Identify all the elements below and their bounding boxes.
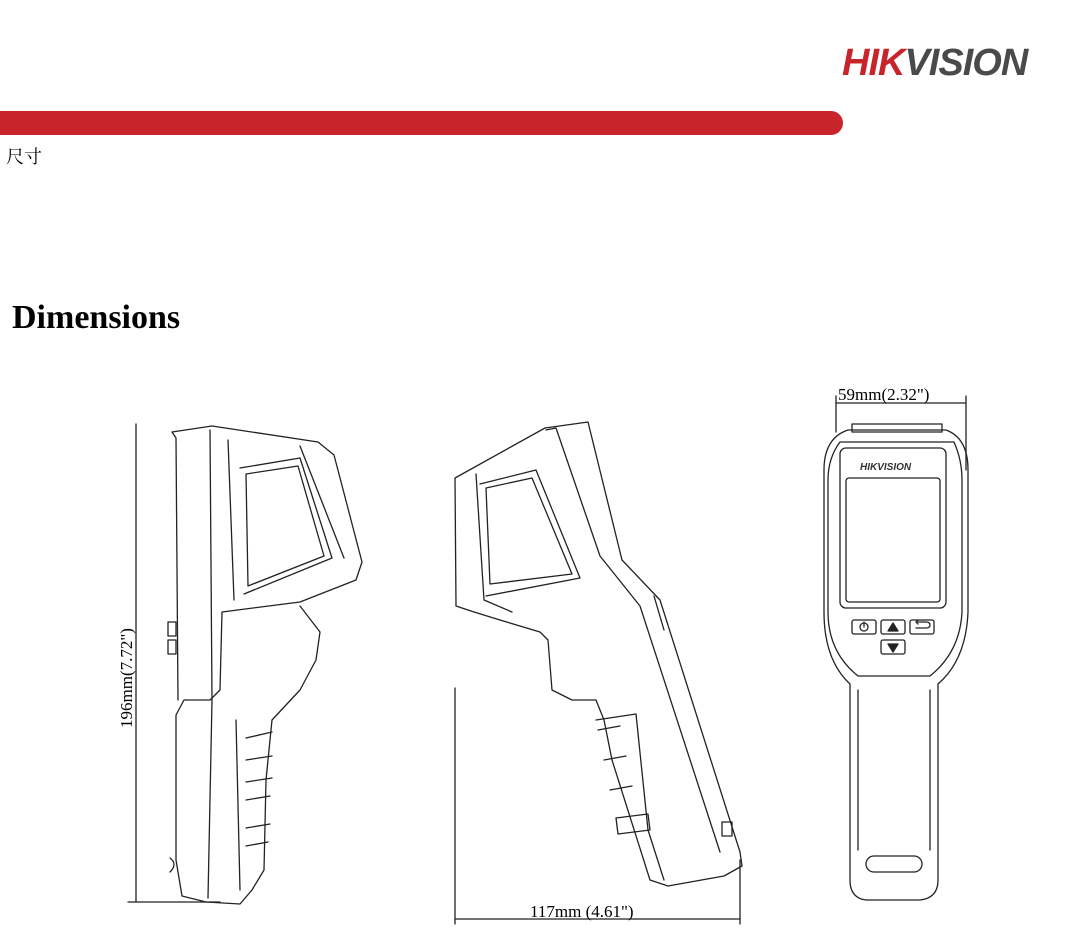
logo-hik-text: HIK [842, 42, 905, 84]
angled-view-drawing [455, 422, 742, 924]
grip-ridges [246, 732, 272, 846]
logo-vision-text: VISION [904, 42, 1028, 84]
side-view-outline [172, 426, 362, 904]
dimensions-title: Dimensions [12, 299, 181, 336]
angled-window [486, 478, 572, 584]
front-top-cap [852, 424, 942, 432]
side-button-lower [168, 640, 176, 654]
front-display [846, 478, 940, 602]
angled-side-line [476, 474, 512, 612]
height-dimension-label: 196mm(7.72") [117, 628, 136, 728]
side-window-frame [240, 458, 332, 594]
side-lanyard-hole [170, 858, 174, 872]
down-arrow-icon [888, 644, 898, 652]
angled-side-button [654, 596, 664, 630]
front-handle-lines [858, 690, 930, 850]
side-button-upper [168, 622, 176, 636]
front-face-bezel [828, 442, 962, 676]
side-window [246, 466, 324, 586]
side-back-edge [300, 446, 344, 558]
angled-view-outline [455, 422, 742, 886]
up-arrow-icon [888, 623, 898, 631]
side-seam-line [208, 430, 212, 898]
front-lanyard-slot [866, 856, 922, 872]
screen-brand-label: HIKVISION [860, 462, 912, 473]
length-dimension-label: 117mm (4.61") [530, 902, 634, 921]
width-dimension-label: 59mm(2.32") [838, 385, 930, 404]
grip-inner-line [236, 720, 240, 890]
side-front-edge [172, 432, 178, 700]
chinese-section-title: 尺寸 [6, 147, 42, 168]
angled-grip-line [596, 714, 664, 880]
side-inner-line [228, 440, 234, 600]
front-view-drawing [824, 385, 968, 900]
side-view-drawing [117, 424, 362, 904]
power-icon [860, 622, 868, 631]
back-icon [916, 620, 930, 628]
angled-front-edge [546, 428, 720, 852]
angled-window-frame [480, 470, 580, 596]
